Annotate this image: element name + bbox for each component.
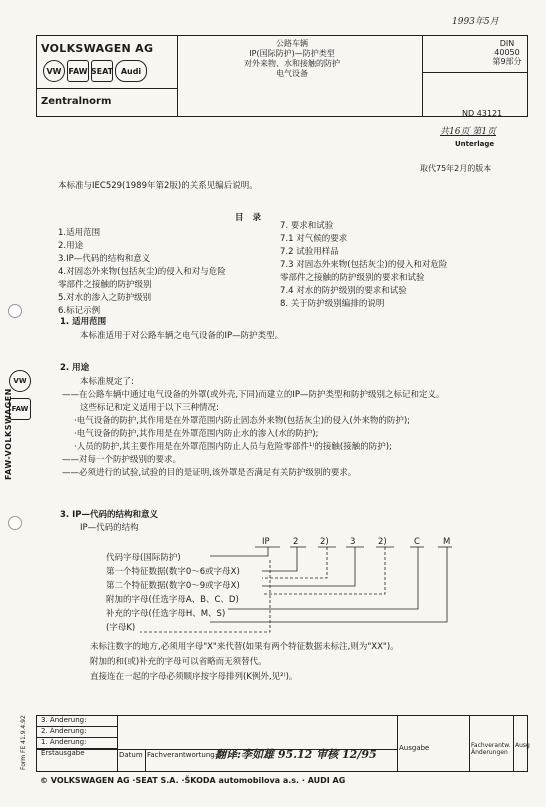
section3-heading: 3. IP—代码的结构和意义 xyxy=(60,510,158,520)
toc-item: 3.IP—代码的结构和意义 xyxy=(58,254,151,264)
change-history-footer xyxy=(36,715,528,772)
ip-code-labels: 代码字母(国际防护) 第一个特征数据(数字0～6或字母X) 第二个特征数据(数字0～9或字母X) 附加的字母(任选字母A、B、C、D) 补充的字母(任选字母H、M、S) (字母K) xyxy=(106,553,240,633)
section3-subheading: IP—代码的结构 xyxy=(80,523,139,533)
vw-logo-icon: VW xyxy=(43,60,65,82)
side-vertical-text: FAW-VOLKSWAGEN xyxy=(4,388,13,480)
toc-item: 5.对水的渗入之防护级别 xyxy=(58,293,152,303)
page-count-handwritten: 共16页 第1页 xyxy=(440,127,497,137)
footer-row: Erstausgabe xyxy=(41,749,85,757)
zentralnorm-label: Zentralnorm xyxy=(41,96,112,107)
brand-name: VOLKSWAGEN AG xyxy=(41,42,154,55)
toc-item: 7.4 对水的防护级别的要求和试验 xyxy=(280,286,407,296)
unterlage-label: Unterlage xyxy=(455,140,495,148)
section3-notes: 未标注数字的地方,必须用字母"X"来代替(如果有两个特征数据未标注,则为"XX")。 附加的和(或)补充的字母可以省略而无须替代。 直接连在一起的字母必须顺序按字母排列(K例外,见²⁾)。 xyxy=(90,642,399,682)
toc-item: 4.对固态外来物(包括灰尘)的侵入和对与危险 xyxy=(58,267,226,277)
nd-number: ND 43121 xyxy=(462,109,503,118)
replaces-note: 取代75年2月的版本 xyxy=(420,164,492,173)
audi-logo-icon: Audi xyxy=(115,60,147,82)
toc-item: 2.用途 xyxy=(58,241,84,251)
fachverantwortung-label: Fachverantwortung: xyxy=(147,751,218,759)
vw-side-logo-icon: VW xyxy=(9,370,31,392)
seat-logo-icon: SEAT xyxy=(91,60,113,82)
toc-item: 8. 关于防护级别编排的说明 xyxy=(280,299,385,309)
section1-text: 本标准适用于对公路车辆之电气设备的IP—防护类型。 xyxy=(80,331,284,341)
section2-body: 本标准规定了: ——在公路车辆中通过电气设备的外罩(或外壳,下同)而建立的IP—防护类型和防护级别之标记和定义。 这些标记和定义适用于以下三种情况: ·电气设备的防护,其作用是在外罩范围内防止固态外来物(包括灰尘)的侵入(外来物的防护); ·电气设备的防护,其作用是在外罩范围内防止水的渗入(水的防护); ·人员的防护,其主要作用是在外罩范围内防止人员与危险零部件¹⁾的接触(接触的防护); ——对每一个防护级别的要求。 ——必须进行的试验,试验的目的是证明,该外罩是否满足有关防护级别的要求。 xyxy=(62,377,445,478)
date-stamp: 1993年5月 xyxy=(452,17,499,27)
ip-code-additional: C xyxy=(414,537,420,547)
toc-item: 7.3 对固态外来物(包括灰尘)的侵入和对危险 xyxy=(280,260,448,270)
copyright-line: © VOLKSWAGEN AG ·SEAT S.A. ·ŠKODA automobilova a.s. · AUDI AG xyxy=(40,776,346,785)
form-number: Form FE 41.9.4.92 xyxy=(20,715,27,770)
fachverantw-aenderungen-label: Fachverantw. Änderungen xyxy=(471,742,511,756)
punch-hole xyxy=(8,516,22,530)
intro-text: 本标准与IEC529(1989年第2版)的关系见编后说明。 xyxy=(58,181,258,191)
ip-code-note: 2) xyxy=(320,537,329,547)
section1-heading: 1. 适用范围 xyxy=(60,317,107,327)
ip-code-digit1: 2 xyxy=(293,537,299,547)
ip-code-note: 2) xyxy=(378,537,387,547)
din-reference: DIN 40050 第9部分 xyxy=(492,39,522,66)
toc-item: 7.1 对气候的要求 xyxy=(280,234,348,244)
translator-signature: 翻译:李如雄 95.12 审核 12/95 xyxy=(215,748,377,761)
toc-item: 零部件之接触的防护级别 xyxy=(58,280,152,290)
footer-row: 3. Änderung: xyxy=(37,716,117,727)
faw-logo-icon: FAW xyxy=(67,60,89,82)
toc-heading: 目 录 xyxy=(235,213,264,223)
faw-side-logo-icon: FAW xyxy=(9,398,31,420)
ip-code-letters: IP xyxy=(262,537,270,547)
toc-item: 1.适用范围 xyxy=(58,228,101,238)
ip-code-digit2: 3 xyxy=(350,537,356,547)
footer-row: 1. Änderung: xyxy=(37,738,117,749)
datum-label: Datum xyxy=(119,751,143,759)
punch-hole xyxy=(8,304,22,318)
section2-heading: 2. 用途 xyxy=(60,363,90,373)
toc-item: 6.标记示例 xyxy=(58,306,101,316)
ip-code-supplementary: M xyxy=(443,537,451,547)
toc-item: 7. 要求和试验 xyxy=(280,221,334,231)
footer-row: 2. Änderung: xyxy=(37,727,117,738)
ausg-label: Ausg xyxy=(515,742,530,749)
toc-item: 7.2 试验用样品 xyxy=(280,247,339,257)
toc-item: 零部件之接触的防护级别的要求和试验 xyxy=(280,273,425,283)
document-title: 公路车辆 IP(国际防护)—防护类型 对外来物、水和接触的防护 电气设备 xyxy=(244,39,340,78)
ausgabe-label: Ausgabe xyxy=(399,744,430,752)
